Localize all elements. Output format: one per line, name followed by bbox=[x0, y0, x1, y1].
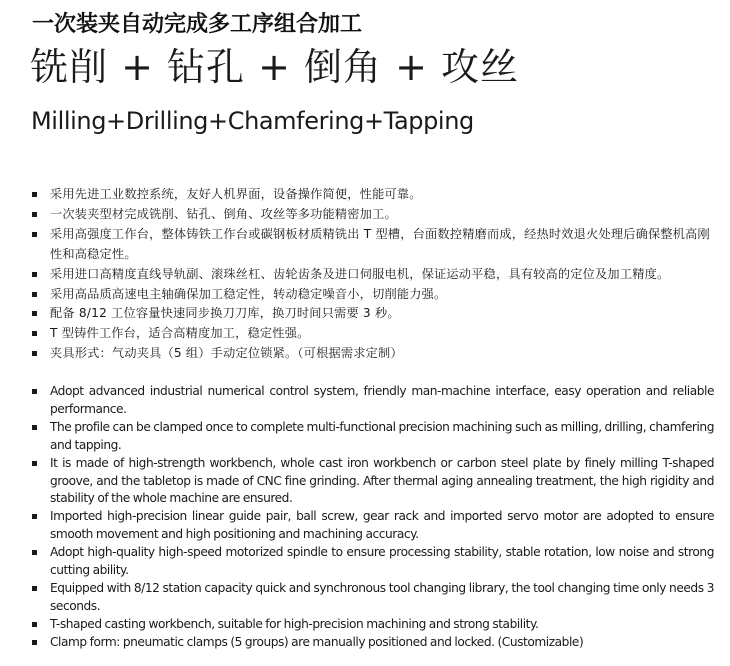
list-item: T-shaped casting workbench, suitable for high-precision machining and strong stability. bbox=[30, 616, 714, 634]
list-item: Adopt high-quality high-speed motorized spindle to ensure processing stability, stable rotation, low noise and strong cutting ability. bbox=[30, 544, 714, 580]
feature-list-cn bbox=[30, 185, 714, 364]
list-item: The profile can be clamped once to complete multi-functional precision machining such as milling, drilling, chamfering and tapping. bbox=[30, 419, 714, 455]
list-item: Imported high-precision linear guide pair, ball screw, gear rack and imported servo motor are adopted to ensure smooth movement and high positioning and machining accuracy. bbox=[30, 508, 714, 544]
feature-list-en bbox=[30, 383, 714, 652]
list-item: 采用先进工业数控系统，友好人机界面，设备操作简便，性能可靠。 bbox=[30, 185, 714, 205]
page-title-cn: 一次装夹自动完成多工序组合加工 bbox=[32, 12, 363, 37]
list-item: Clamp form: pneumatic clamps (5 groups) are manually positioned and locked. (Customizable) bbox=[30, 634, 714, 652]
list-item: Adopt advanced industrial numerical control system, friendly man-machine interface, easy operation and reliable performance. bbox=[30, 383, 714, 419]
list-item: 采用进口高精度直线导轨副、滚珠丝杠、齿轮齿条及进口伺服电机，保证运动平稳，具有较高的定位及加工精度。 bbox=[30, 265, 714, 285]
list-item: 夹具形式：气动夹具（5 组）手动定位锁紧。（可根据需求定制） bbox=[30, 344, 714, 364]
list-item: 配备 8/12 工位容量快速同步换刀刀库，换刀时间只需要 3 秒。 bbox=[30, 304, 714, 324]
process-subtitle-cn: 铣削 + 钻孔 + 倒角 + 攻丝 bbox=[30, 45, 519, 89]
list-item: 一次装夹型材完成铣削、钻孔、倒角、攻丝等多功能精密加工。 bbox=[30, 205, 714, 225]
process-subtitle-en: Milling+Drilling+Chamfering+Tapping bbox=[31, 107, 474, 135]
list-item: It is made of high-strength workbench, whole cast iron workbench or carbon steel plate by finely milling T-shaped groove, and the tabletop is made of CNC fine grinding. After thermal aging annealing treatment, the high rigidity and stability of the whole machine are ensured. bbox=[30, 455, 714, 509]
list-item: 采用高品质高速电主轴确保加工稳定性，转动稳定噪音小，切削能力强。 bbox=[30, 285, 714, 305]
list-item: 采用高强度工作台，整体铸铁工作台或碳钢板材质精铣出 T 型槽，台面数控精磨而成，经热时效退火处理后确保整机高刚性和高稳定性。 bbox=[30, 225, 714, 265]
list-item: Equipped with 8/12 station capacity quick and synchronous tool changing library, the tool changing time only needs 3 seconds. bbox=[30, 580, 714, 616]
list-item: T 型铸件工作台，适合高精度加工，稳定性强。 bbox=[30, 324, 714, 344]
